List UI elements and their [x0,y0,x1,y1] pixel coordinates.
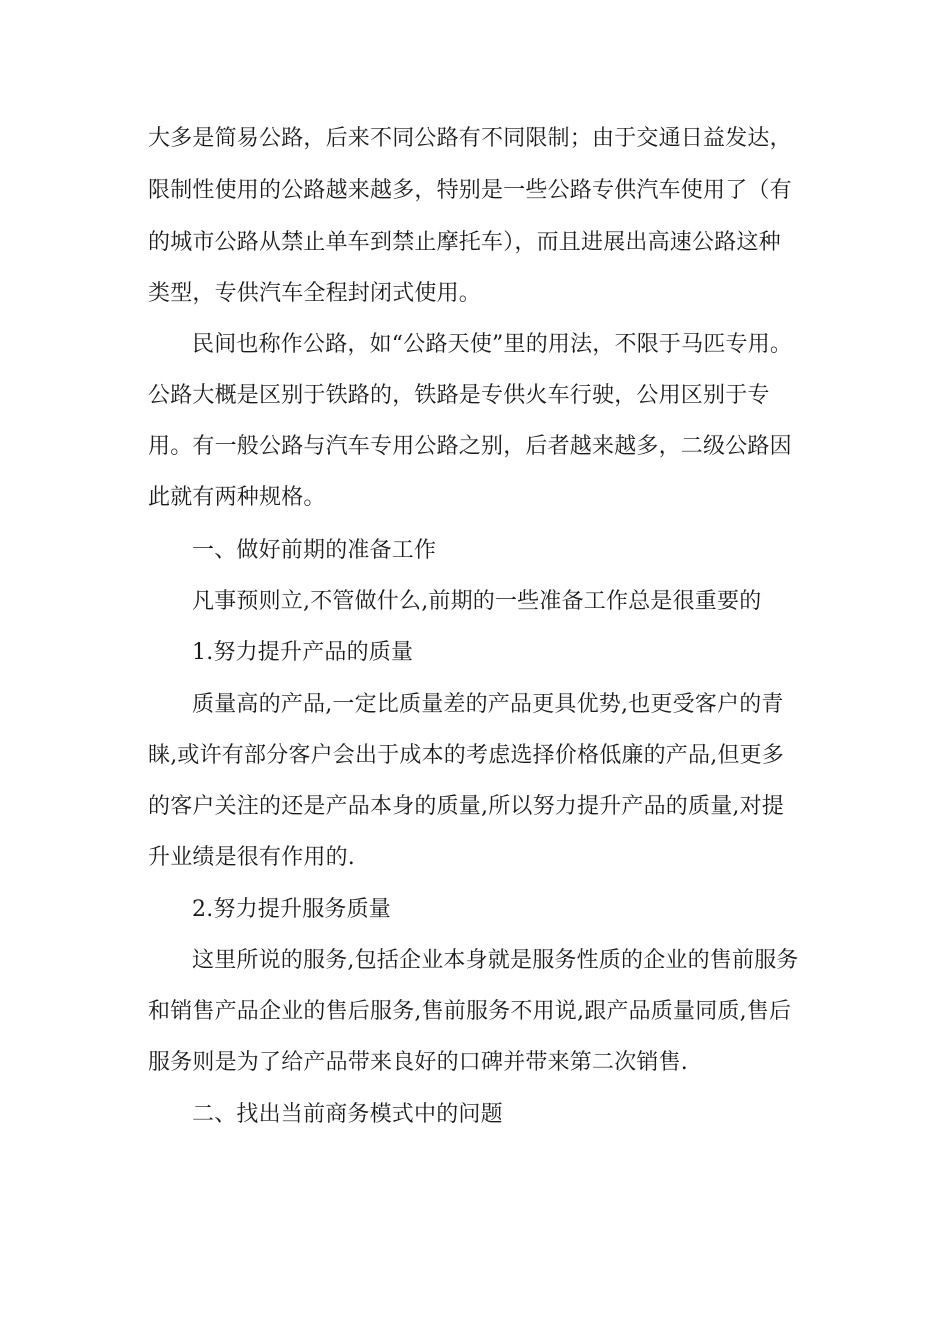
text-line: 公路大概是区别于铁路的，铁路是专供火车行驶，公用区别于专 [148,383,770,408]
text-line: 质量高的产品,一定比质量差的产品更具优势,也更受客户的青 [192,692,784,717]
text-line: 服务则是为了给产品带来良好的口碑并带来第二次销售. [148,1050,688,1075]
section-heading: 二、找出当前商务模式中的问题 [192,1102,503,1127]
text-line: 大多是简易公路，后来不同公路有不同限制；由于交通日益发达， [148,126,792,151]
text-line: 升业绩是很有作用的. [148,845,355,870]
text-line: 限制性使用的公路越来越多，特别是一些公路专供汽车使用了（有 [148,178,792,203]
section-heading: 一、做好前期的准备工作 [192,538,437,563]
text-line: 此就有两种规格。 [148,485,326,510]
text-line: 的客户关注的还是产品本身的质量,所以努力提升产品的质量,对提 [148,794,784,819]
text-line: 用。有一般公路与汽车专用公路之别，后者越来越多，二级公路因 [148,434,792,459]
text-line: 民间也称作公路，如“公路天使”里的用法，不限于马匹专用。 [192,332,793,357]
text-line: 凡事预则立,不管做什么,前期的一些准备工作总是很重要的 [192,589,762,614]
text-line: 睐,或许有部分客户会出于成本的考虑选择价格低廉的产品,但更多 [148,743,784,768]
text-line: 这里所说的服务,包括企业本身就是服务性质的企业的售前服务 [192,948,799,973]
text-line: 的城市公路从禁止单车到禁止摩托车），而且进展出高速公路这种 [148,230,781,255]
text-line: 类型，专供汽车全程封闭式使用。 [148,281,482,306]
subsection-heading: 2.努力提升服务质量 [192,897,391,922]
text-line: 和销售产品企业的售后服务,售前服务不用说,跟产品质量同质,售后 [148,999,792,1024]
subsection-heading: 1.努力提升产品的质量 [192,640,414,665]
